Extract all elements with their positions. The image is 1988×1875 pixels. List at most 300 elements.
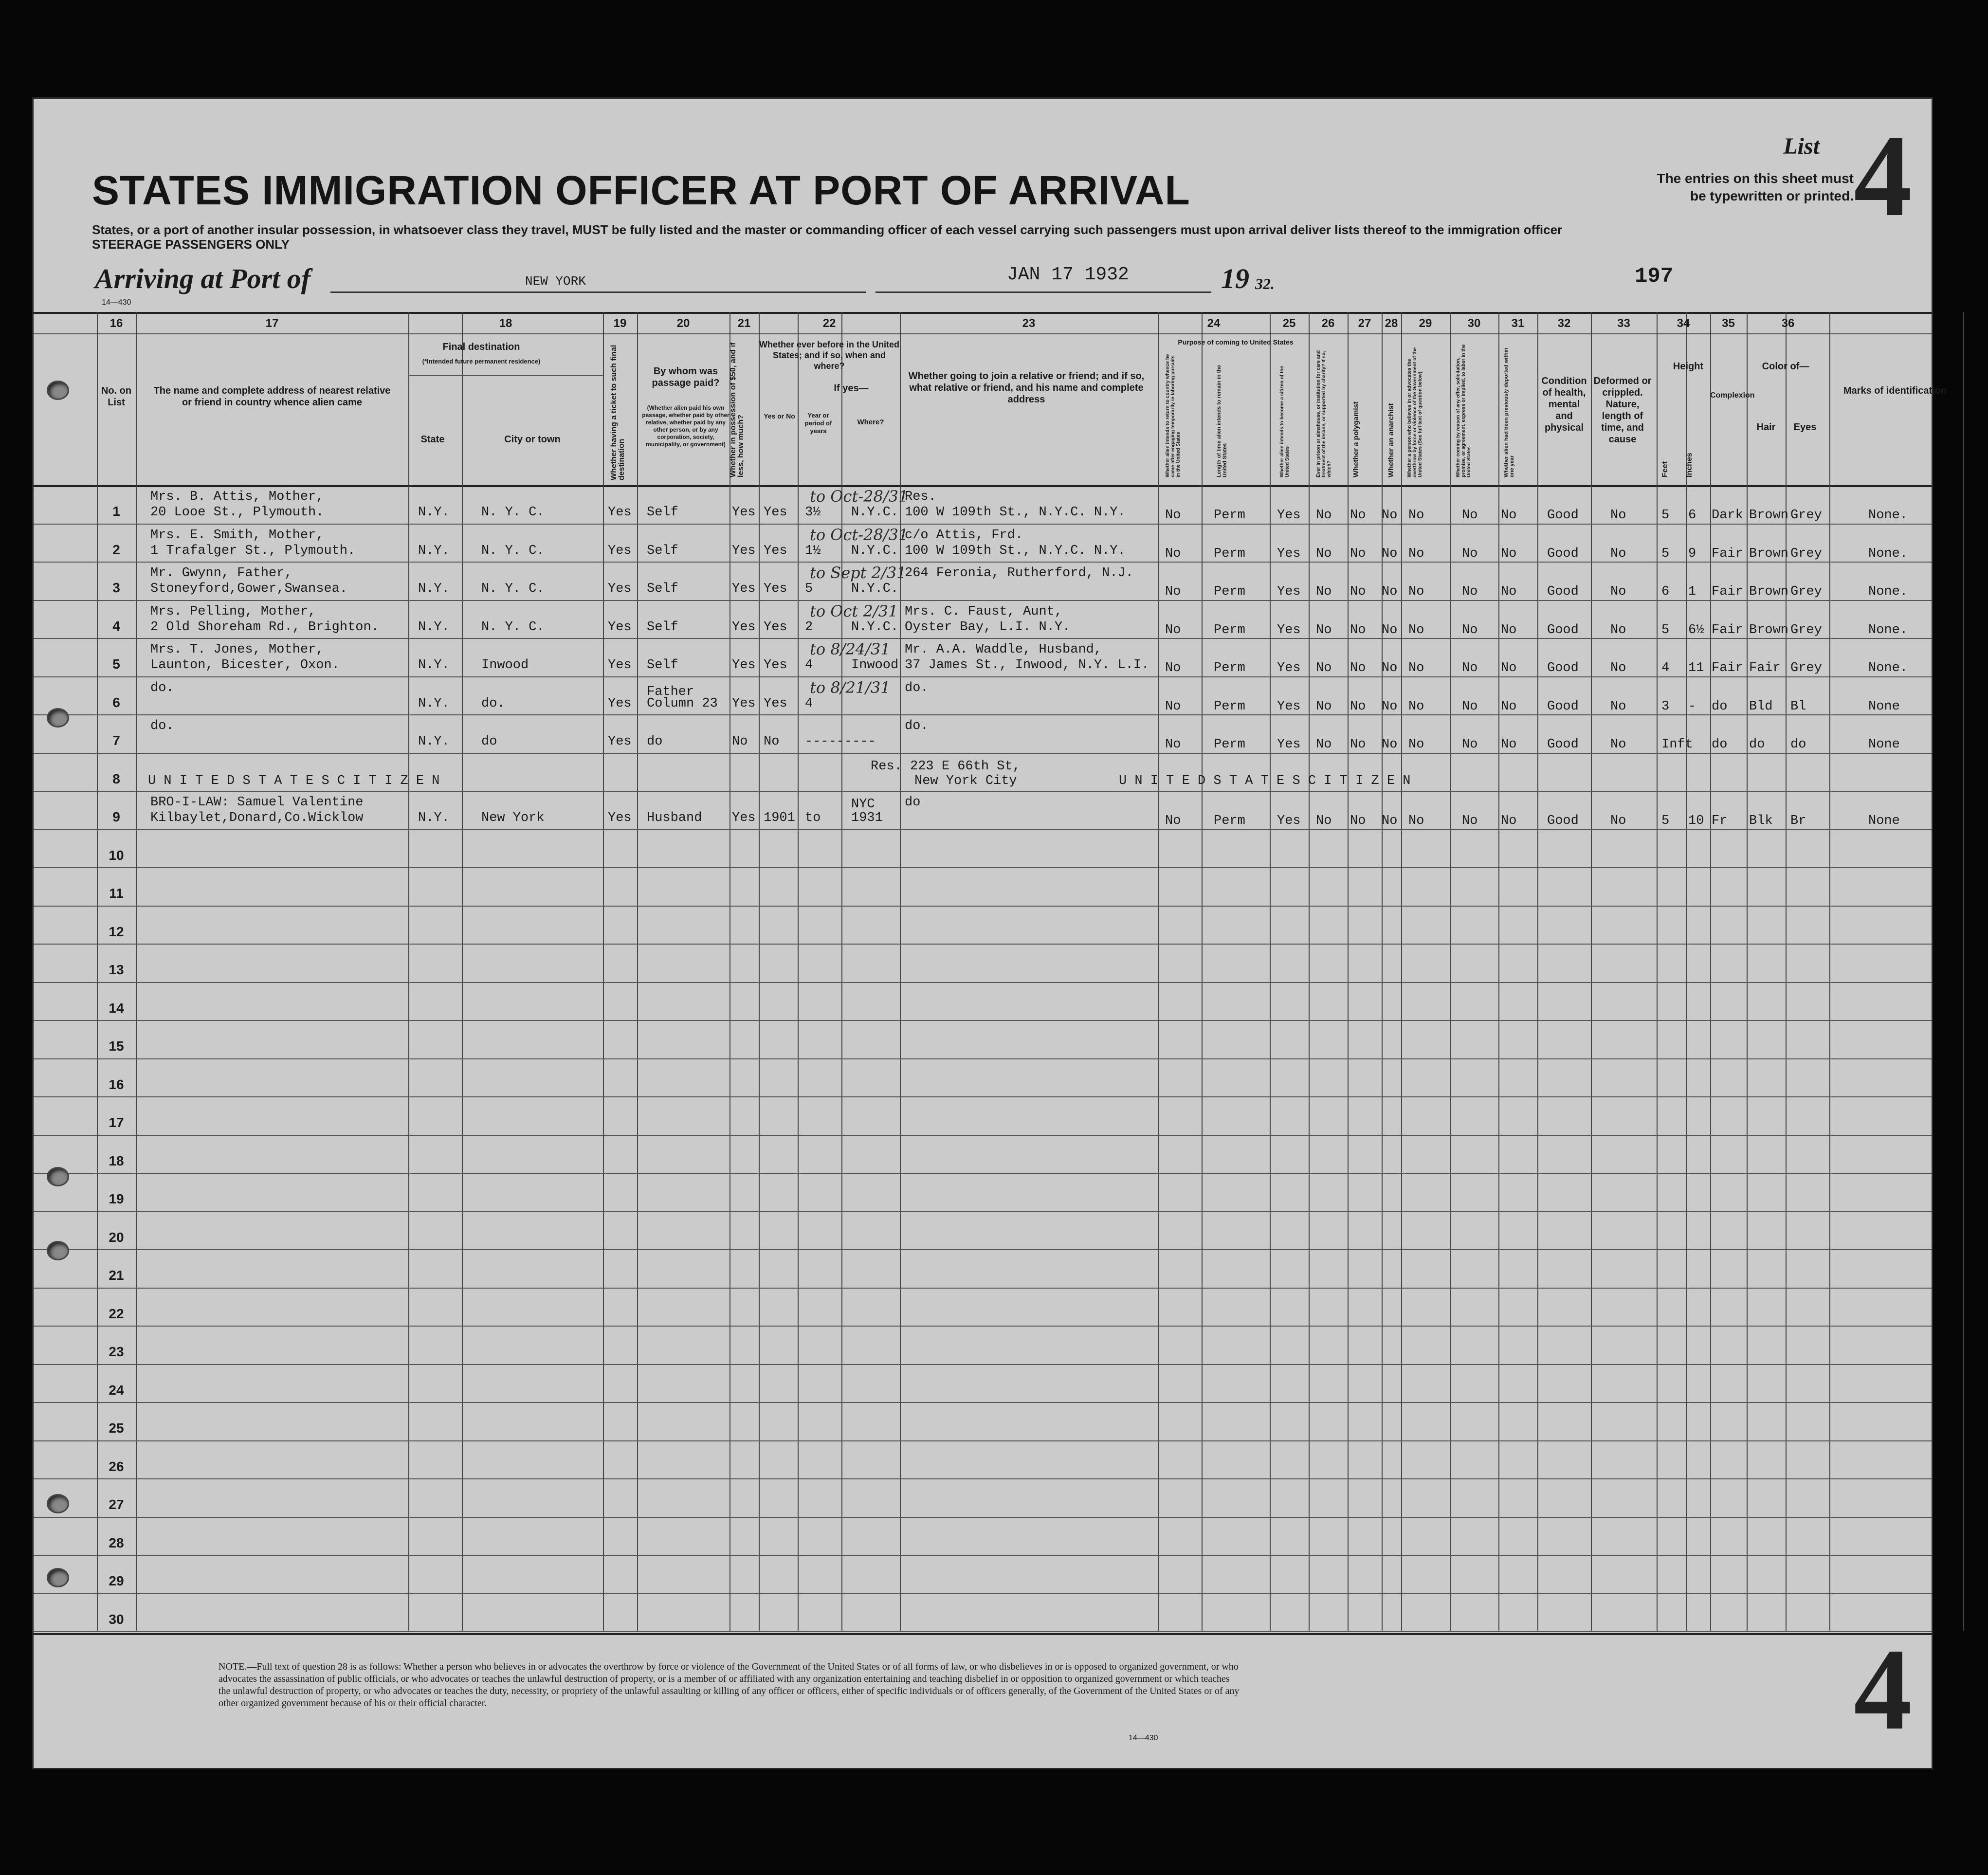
column-number: 28: [1385, 317, 1398, 330]
marks: None.: [1868, 622, 1908, 637]
row-number: 3: [112, 580, 120, 595]
height-inches: -: [1688, 699, 1696, 714]
col-ticket: Whether having a ticket to such final destination: [610, 345, 626, 480]
before-where: 1931: [851, 811, 883, 825]
purpose-length: Perm: [1214, 814, 1245, 828]
join-relative: c/o Attis, Frd.: [905, 528, 1023, 543]
dest-state: N.Y.: [418, 734, 450, 749]
purpose-length: Perm: [1214, 699, 1245, 714]
marks: None.: [1868, 546, 1908, 561]
dest-state: N.Y.: [418, 582, 450, 596]
q26: No: [1350, 546, 1366, 561]
date-underline: [875, 291, 1211, 293]
purpose-citizen: Yes: [1277, 661, 1301, 675]
q26: No: [1350, 814, 1366, 828]
purpose-return: No: [1165, 508, 1181, 523]
q25: No: [1316, 699, 1332, 714]
date-value: JAN 17 1932: [1007, 264, 1129, 285]
q26: No: [1350, 737, 1366, 752]
dest-state: N.Y.: [418, 505, 450, 520]
relative-address: 1 Trafalger St., Plymouth.: [150, 543, 356, 558]
page-number: 197: [1635, 264, 1674, 289]
row-number: 8: [112, 771, 120, 786]
deformed: No: [1610, 699, 1626, 714]
col-city: City or town: [504, 434, 561, 445]
row-number: 26: [109, 1458, 124, 1474]
relative-name: Mrs. B. Attis, Mother,: [150, 490, 324, 504]
ticket: Yes: [608, 619, 632, 635]
q25: No: [1316, 622, 1332, 637]
purpose-citizen: Yes: [1277, 737, 1301, 752]
dest-city: N. Y. C.: [481, 582, 545, 596]
purpose-return: No: [1165, 661, 1181, 675]
column-number: 33: [1617, 317, 1630, 330]
row-number: 11: [109, 886, 124, 901]
q27: No: [1382, 661, 1398, 675]
relative-address: 2 Old Shoreham Rd., Brighton.: [150, 619, 379, 635]
footnote-form-number: 14—430: [1129, 1734, 1158, 1742]
health: Good: [1547, 546, 1579, 561]
column-number: 26: [1321, 317, 1335, 330]
health: Good: [1547, 661, 1579, 675]
complexion: do: [1712, 737, 1728, 752]
col-purpose: Purpose of coming to United States: [1178, 338, 1294, 346]
passage-paid: Self: [647, 543, 678, 558]
health: Good: [1547, 699, 1579, 714]
relative-name: Mrs. Pelling, Mother,: [150, 604, 316, 619]
q30: No: [1501, 737, 1517, 752]
hair: Fair: [1749, 661, 1781, 675]
col-if-yes: If yes—: [834, 383, 869, 394]
ticket: Yes: [608, 543, 632, 558]
relative-address: Kilbaylet,Donard,Co.Wicklow: [150, 811, 364, 825]
relative-name: do.: [150, 719, 174, 733]
col-years: Year or period of years: [804, 412, 832, 435]
before-years: 3½: [805, 505, 821, 520]
health: Good: [1547, 814, 1579, 828]
height-feet: 5: [1661, 814, 1670, 828]
hair: Brown: [1749, 584, 1789, 599]
col-eyes: Eyes: [1793, 422, 1817, 433]
deformed: No: [1610, 622, 1626, 637]
before-years: 5: [805, 582, 813, 596]
handwritten-date: to Oct-28/31: [810, 487, 909, 506]
col-deported: Whether alien had been previously deported within one year: [1503, 347, 1515, 477]
q29: No: [1462, 699, 1478, 714]
purpose-citizen: Yes: [1277, 508, 1301, 523]
money: Yes: [732, 658, 756, 673]
relative-address: Stoneyford,Gower,Swansea.: [150, 582, 348, 596]
handwritten-date: to Sept 2/31: [810, 564, 907, 582]
before-where-top: NYC: [851, 797, 875, 812]
q29: No: [1462, 814, 1478, 828]
purpose-length: Perm: [1214, 661, 1245, 675]
hair: Blk: [1749, 814, 1773, 828]
dest-city: N. Y. C.: [481, 543, 545, 558]
q29: No: [1462, 622, 1478, 637]
money: Yes: [732, 505, 756, 520]
col-final-destination-note: (*Intended future permanent residence): [422, 358, 541, 365]
purpose-length: Perm: [1214, 737, 1245, 752]
col-feet: Feet: [1661, 461, 1669, 477]
q28: No: [1408, 546, 1424, 561]
purpose-citizen: Yes: [1277, 699, 1301, 714]
deformed: No: [1610, 661, 1626, 675]
complexion: Fair: [1712, 584, 1743, 599]
eyes: Grey: [1790, 546, 1822, 561]
marks: None.: [1868, 508, 1908, 523]
purpose-length: Perm: [1214, 546, 1245, 561]
height-inches: 6½: [1688, 622, 1704, 637]
column-number: 16: [109, 317, 123, 330]
punch-hole: [47, 708, 69, 728]
q26: No: [1350, 661, 1366, 675]
row-number: 9: [112, 809, 120, 824]
height-inches: 11: [1688, 661, 1704, 675]
steerage-note: STEERAGE PASSENGERS ONLY: [92, 237, 290, 252]
row-number: 29: [109, 1573, 124, 1588]
relative-name: Mrs. T. Jones, Mother,: [150, 642, 324, 657]
col-yes-no: Yes or No: [764, 412, 795, 420]
deformed: No: [1610, 737, 1626, 752]
q25: No: [1316, 584, 1332, 599]
col-overthrow: Whether a person who believes in or advocates the overthrow by force or violence of the Government of the United States (See full text of question below): [1407, 347, 1423, 477]
col-purpose-length: Length of time alien intends to remain in the United States: [1216, 364, 1228, 477]
height-feet: 5: [1661, 508, 1670, 523]
passage-paid: do: [647, 734, 663, 749]
col-where: Where?: [857, 418, 884, 426]
join-relative: Mrs. C. Faust, Aunt,: [905, 604, 1063, 619]
ticket: Yes: [608, 811, 632, 825]
us-citizen-banner: U N I T E D S T A T E S C I T I Z E N: [148, 773, 440, 788]
money: Yes: [732, 696, 756, 711]
q30: No: [1501, 584, 1517, 599]
col-marks: Marks of identification: [1843, 385, 1947, 396]
before-where: Inwood: [851, 658, 899, 673]
q25: No: [1316, 546, 1332, 561]
col-final-destination: Final destination: [442, 342, 520, 352]
row-number: 7: [112, 733, 120, 748]
deformed: No: [1610, 546, 1626, 561]
dest-city: N. Y. C.: [481, 505, 545, 520]
citizen-residence: Res. 223 E 66th St,: [871, 759, 1021, 774]
join-relative: Res.: [905, 490, 936, 504]
before-years: 4: [805, 658, 813, 673]
ticket: Yes: [608, 582, 632, 596]
row-number: 10: [109, 847, 124, 863]
row-number: 5: [112, 656, 120, 672]
hair: do: [1749, 737, 1765, 752]
purpose-citizen: Yes: [1277, 584, 1301, 599]
column-number: 29: [1419, 317, 1432, 330]
dest-city: do.: [481, 696, 505, 711]
row-number: 28: [109, 1535, 124, 1550]
q29: No: [1462, 661, 1478, 675]
height-feet: 5: [1661, 622, 1670, 637]
marks: None.: [1868, 584, 1908, 599]
handwritten-date: to Oct-28/31: [810, 525, 909, 544]
row-number: 19: [109, 1191, 124, 1206]
before-in-us: Yes: [764, 696, 787, 711]
manifest-table: [34, 312, 1947, 1631]
q30: No: [1501, 699, 1517, 714]
column-number: 23: [1022, 317, 1036, 330]
page-title: STATES IMMIGRATION OFFICER AT PORT OF ARRIVAL: [92, 167, 1190, 213]
col-deformed: Deformed or crippled. Nature, length of time, and cause: [1593, 376, 1652, 445]
complexion: Fair: [1712, 546, 1743, 561]
instructions: [92, 222, 1649, 252]
dest-state: N.Y.: [418, 658, 450, 673]
q28: No: [1408, 814, 1424, 828]
col-relative: The name and complete address of nearest relative or friend in country whence alien came: [153, 385, 391, 408]
money: Yes: [732, 582, 756, 596]
row-number: 2: [112, 542, 120, 557]
list-number-bottom: 4: [1854, 1624, 1912, 1754]
column-number: 36: [1781, 317, 1795, 330]
eyes: Bl: [1790, 699, 1806, 714]
height-feet: 5: [1661, 546, 1670, 561]
row-number: 27: [109, 1497, 124, 1512]
height-inches: 10: [1688, 814, 1704, 828]
row-number: 24: [109, 1382, 124, 1398]
health: Good: [1547, 584, 1579, 599]
passage-paid: Self: [647, 619, 678, 635]
complexion: Dark: [1712, 508, 1743, 523]
col-no-on-list: No. on List: [101, 385, 132, 408]
q29: No: [1462, 584, 1478, 599]
q28: No: [1408, 584, 1424, 599]
relative-name: Mr. Gwynn, Father,: [150, 566, 292, 581]
column-number: 21: [737, 317, 751, 330]
deformed: No: [1610, 814, 1626, 828]
q28: No: [1408, 622, 1424, 637]
hair: Brown: [1749, 546, 1789, 561]
q26: No: [1350, 584, 1366, 599]
eyes: Br: [1790, 814, 1806, 828]
deformed: No: [1610, 508, 1626, 523]
q27: No: [1382, 814, 1398, 828]
before-years: 1½: [805, 543, 821, 558]
before-in-us: Yes: [764, 619, 787, 635]
col-passage: By whom was passage paid?: [652, 366, 720, 388]
purpose-return: No: [1165, 737, 1181, 752]
marks: None: [1868, 737, 1900, 752]
row-number: 15: [109, 1038, 124, 1054]
dest-state: N.Y.: [418, 619, 450, 635]
port-underline: [330, 291, 866, 293]
col-money: Whether in possession of $50, and if less, how much?: [729, 342, 745, 477]
relative-address: 20 Looe St., Plymouth.: [150, 505, 324, 520]
before-in-us: Yes: [764, 543, 787, 558]
before-where: N.Y.C.: [851, 582, 899, 596]
health: Good: [1547, 508, 1579, 523]
complexion: Fair: [1712, 661, 1743, 675]
join-relative: do.: [905, 680, 929, 695]
row-number: 23: [109, 1344, 124, 1359]
col-join: Whether going to join a relative or friend; and if so, what relative or friend, and his name and complete address: [908, 371, 1145, 405]
before-years: 2: [805, 619, 813, 635]
before-where: N.Y.C.: [851, 619, 899, 635]
purpose-return: No: [1165, 622, 1181, 637]
column-number: 25: [1282, 317, 1296, 330]
eyes: Grey: [1790, 622, 1822, 637]
column-number: 35: [1722, 317, 1735, 330]
col-purpose-citizen: Whether alien intends to become a citizen of the United States: [1279, 366, 1290, 477]
col-passage-note: (Whether alien paid his own passage, whether paid by other relative, whether paid by any other person, or by any corporation, society, municipality, or government): [642, 404, 730, 448]
list-label: List: [1783, 133, 1820, 159]
q25: No: [1316, 661, 1332, 675]
relative-name: do.: [150, 680, 174, 695]
health: Good: [1547, 622, 1579, 637]
marks: None.: [1868, 661, 1908, 675]
q29: No: [1462, 546, 1478, 561]
q30: No: [1501, 661, 1517, 675]
ticket: Yes: [608, 505, 632, 520]
col-labor-offer: Whether coming by reason of any offer, solicitation, promise, or agreement, express or implied, to labor in the United States: [1456, 344, 1472, 477]
marks: None: [1868, 699, 1900, 714]
dest-state: N.Y.: [418, 811, 450, 825]
dest-city: Inwood: [481, 658, 529, 673]
row-number: 22: [109, 1306, 124, 1321]
before-years: 4: [805, 696, 813, 711]
list-note: The entries on this sheet must be typewritten or printed.: [1657, 171, 1854, 203]
health: Good: [1547, 737, 1579, 752]
hair: Brown: [1749, 622, 1789, 637]
height-feet: Inft: [1661, 737, 1693, 752]
q28: No: [1408, 508, 1424, 523]
dest-city: N. Y. C.: [481, 619, 545, 635]
eyes: Grey: [1790, 584, 1822, 599]
before-years: ---------: [805, 734, 876, 749]
col-hair: Hair: [1756, 422, 1776, 433]
column-number: 22: [822, 317, 836, 330]
join-address: Oyster Bay, L.I. N.Y.: [905, 619, 1071, 635]
purpose-return: No: [1165, 699, 1181, 714]
complexion: Fair: [1712, 622, 1743, 637]
year-suffix: 32.: [1255, 275, 1275, 292]
column-number: 32: [1557, 317, 1571, 330]
passage-paid-over: Father: [647, 684, 694, 699]
handwritten-date: to 8/24/31: [810, 640, 891, 658]
hair: Brown: [1749, 508, 1789, 523]
join-relative: do.: [905, 719, 929, 733]
purpose-return: No: [1165, 814, 1181, 828]
q26: No: [1350, 622, 1366, 637]
column-number: 17: [265, 317, 279, 330]
q29: No: [1462, 508, 1478, 523]
q27: No: [1382, 508, 1398, 523]
q27: No: [1382, 546, 1398, 561]
q27: No: [1382, 737, 1398, 752]
relative-name: Mrs. E. Smith, Mother,: [150, 528, 324, 543]
before-in-us: 1901: [764, 811, 795, 825]
q28: No: [1408, 699, 1424, 714]
passage-paid: Self: [647, 658, 678, 673]
passage-paid: Self: [647, 582, 678, 596]
punch-hole: [47, 1241, 69, 1260]
row-number: 4: [112, 618, 120, 634]
deformed: No: [1610, 584, 1626, 599]
join-address: 37 James St., Inwood, N.Y. L.I.: [905, 658, 1149, 673]
column-number: 30: [1467, 317, 1481, 330]
punch-hole: [47, 1568, 69, 1587]
row-number: 6: [112, 694, 120, 710]
purpose-return: No: [1165, 584, 1181, 599]
column-number: 27: [1358, 317, 1371, 330]
q30: No: [1501, 814, 1517, 828]
hair: Bld: [1749, 699, 1773, 714]
row-number: 16: [109, 1076, 124, 1092]
q30: No: [1501, 546, 1517, 561]
join-relative: 264 Feronia, Rutherford, N.J.: [905, 566, 1133, 581]
dest-city: do: [481, 734, 497, 749]
before-where: N.Y.C.: [851, 505, 899, 520]
passage-paid: Husband: [647, 811, 702, 825]
height-feet: 6: [1661, 584, 1670, 599]
row-number: 13: [109, 962, 124, 977]
purpose-length: Perm: [1214, 622, 1245, 637]
height-inches: 6: [1688, 508, 1696, 523]
q27: No: [1382, 622, 1398, 637]
col-height: Height: [1673, 361, 1704, 372]
purpose-citizen: Yes: [1277, 622, 1301, 637]
form-number: 14—430: [102, 298, 131, 307]
port-value: NEW YORK: [525, 274, 586, 289]
before-where: N.Y.C.: [851, 543, 899, 558]
eyes: Grey: [1790, 661, 1822, 675]
money: Yes: [732, 811, 756, 825]
col-health: Condition of health, mental and physical: [1541, 376, 1587, 433]
complexion: Fr: [1712, 814, 1728, 828]
year-prefix: 19: [1221, 263, 1249, 294]
col-inches: Inches: [1685, 453, 1694, 477]
height-feet: 4: [1661, 661, 1670, 675]
citizen-residence-city: New York City: [914, 773, 1017, 788]
q28: No: [1408, 661, 1424, 675]
q25: No: [1316, 814, 1332, 828]
q25: No: [1316, 508, 1332, 523]
before-years: to: [805, 811, 821, 825]
relative-address: Launton, Bicester, Oxon.: [150, 658, 340, 673]
before-in-us: Yes: [764, 582, 787, 596]
join-relative: do: [905, 795, 921, 810]
column-number: 19: [613, 317, 627, 330]
punch-hole: [47, 1167, 69, 1186]
instructions-line: States, or a port of another insular possession, in whatsoever class they travel, MUST be fully listed and the master or commanding officer of each vessel carrying such passengers must upon arrival deliver lists thereof to the immigration officer: [92, 222, 1563, 237]
footnote-q28: NOTE.—Full text of question 28 is as follows: Whether a person who believes in or advocates the overthrow by force or violence of the Government of the United States or of all forms of law, or who disbelieves in or is opposed to organized government, or who advocates the assassination of public officials, or who advocates or teaches the unlawful destruction of property, or is a member of or affiliated with any organization entertaining and teaching disbelief in or opposition to organized government or which teaches the unlawful destruction of property, or who advocates or teaches the duty, necessity, or propriety of the unlawful assaulting or killing of any officer or officers, either of specific individuals or of officers generally, of the Government of the United States or of any other organized government because of his or their official character.: [219, 1661, 1240, 1709]
handwritten-date: to 8/21/31: [810, 678, 891, 697]
dest-state: N.Y.: [418, 543, 450, 558]
join-address: 100 W 109th St., N.Y.C. N.Y.: [905, 505, 1126, 520]
row-number: 18: [109, 1153, 124, 1168]
complexion: do: [1712, 699, 1728, 714]
relative-name: BRO-I-LAW: Samuel Valentine: [150, 795, 364, 810]
manifest-sheet: [32, 97, 1947, 1769]
eyes: do: [1790, 737, 1806, 752]
marks: None: [1868, 814, 1900, 828]
q26: No: [1350, 508, 1366, 523]
q29: No: [1462, 737, 1478, 752]
money: Yes: [732, 543, 756, 558]
col-prison: Ever in prison or almshouse, or institution for care and treatment of the insane, or supported by charity? If so, which?: [1316, 350, 1332, 477]
arriving-label: Arriving at Port of: [95, 263, 311, 294]
row-number: 1: [112, 504, 120, 519]
q25: No: [1316, 737, 1332, 752]
handwritten-date: to Oct 2/31: [810, 601, 898, 620]
dest-state: N.Y.: [418, 696, 450, 711]
col-complexion: Complexion: [1710, 391, 1755, 400]
row-number: 12: [109, 924, 124, 939]
